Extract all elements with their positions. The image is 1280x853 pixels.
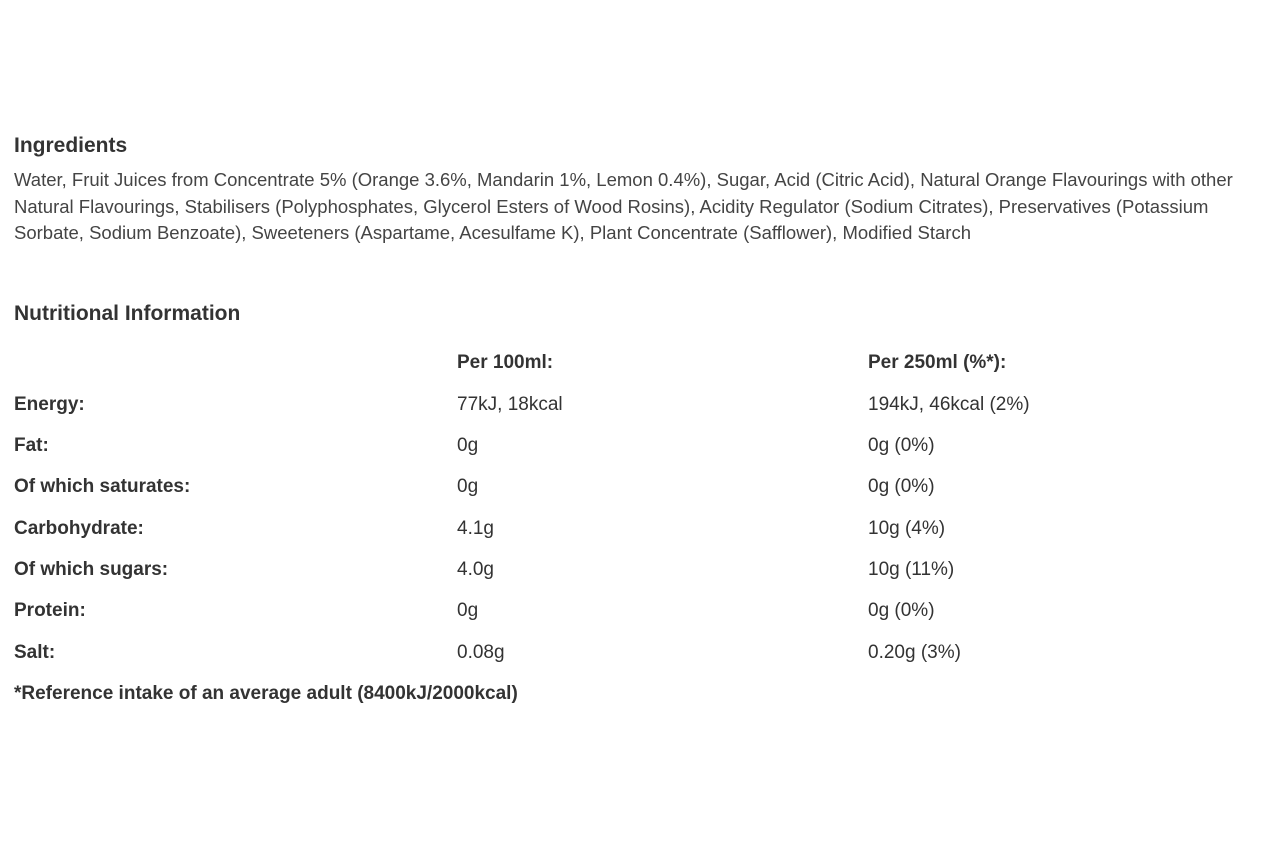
header-per-100ml: Per 100ml: (457, 352, 554, 374)
nutrient-per-250ml: 10g (11%) (868, 558, 955, 580)
reference-intake-footnote: *Reference intake of an average adult (8400kJ/2000kcal) (14, 683, 518, 705)
table-row (14, 384, 1270, 425)
nutrient-per-100ml: 0g (457, 476, 479, 498)
table-row (14, 425, 1270, 466)
nutrient-label: Energy: (14, 393, 85, 415)
table-row (14, 591, 1270, 632)
nutrient-per-250ml: 10g (4%) (868, 517, 946, 539)
nutrient-label: Protein: (14, 600, 86, 622)
nutrient-per-100ml: 77kJ, 18kcal (457, 393, 563, 415)
nutrient-label: Of which sugars: (14, 558, 169, 580)
nutrient-label: Salt: (14, 641, 56, 663)
nutrition-table (14, 343, 1270, 673)
nutrient-per-250ml: 194kJ, 46kcal (2%) (868, 393, 1030, 415)
nutrient-per-100ml: 0.08g (457, 641, 505, 663)
table-row (14, 632, 1270, 673)
header-label (14, 343, 457, 384)
table-row (14, 549, 1270, 590)
ingredients-heading: Ingredients (14, 134, 128, 157)
nutrient-per-250ml: 0.20g (3%) (868, 641, 961, 663)
nutrient-label: Of which saturates: (14, 476, 191, 498)
nutrient-per-100ml: 0g (457, 600, 479, 622)
ingredients-text: Water, Fruit Juices from Concentrate 5% (Orange 3.6%, Mandarin 1%, Lemon 0.4%), Sugar, Acid (Citric Acid), Natural Orange Flavourings with other Natural Flavourings, Stabilisers (Polyphosphates, Glycerol Esters of Wood Rosins), Acidity Regulator (Sodium Citrates), Preservatives (Potassium Sorbate, Sodium Benzoate), Sweeteners (Aspartame, Acesulfame K), Plant Concentrate (Safflower), Modified Starch (14, 169, 1233, 244)
nutrient-per-250ml: 0g (0%) (868, 435, 935, 457)
nutrient-per-100ml: 4.1g (457, 517, 494, 539)
nutrition-header-row (14, 343, 1270, 384)
nutrient-per-250ml: 0g (0%) (868, 600, 935, 622)
nutrient-per-100ml: 4.0g (457, 558, 494, 580)
nutrient-per-250ml: 0g (0%) (868, 476, 935, 498)
header-per-250ml: Per 250ml (%*): (868, 352, 1007, 374)
nutrient-per-100ml: 0g (457, 435, 479, 457)
table-row (14, 508, 1270, 549)
nutrient-label: Carbohydrate: (14, 517, 144, 539)
nutrition-heading: Nutritional Information (14, 301, 241, 325)
table-row (14, 467, 1270, 508)
nutrient-label: Fat: (14, 435, 49, 457)
product-info (14, 132, 1270, 714)
